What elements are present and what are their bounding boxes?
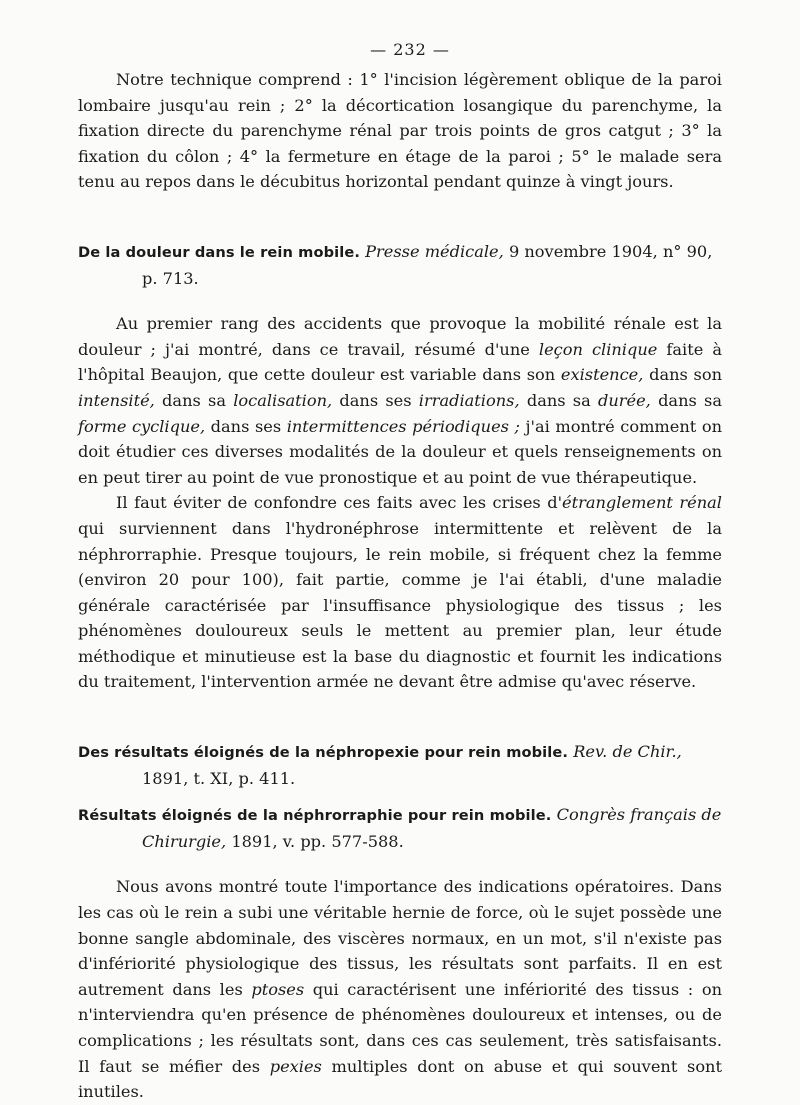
body-paragraph: Au premier rang des accidents que provoque la mobilité rénale est la douleur ; j'ai montré, dans ce travail, résumé d'une leçon clinique faite à l'hôpital Beaujon, que cette douleur est variable dans son existence, dans son intensité, dans sa localisation, dans ses irradiations, dans sa durée, dans sa forme cyclique, dans ses intermittences périodiques ; j'ai montré comment on doit étudier ces diverses modalités de la douleur et quels renseignements on en peut tirer au point de vue pronostique et au point de vue thérapeutique. — [78, 314, 723, 487]
reference-details: 1891, v. pp. 577-588. — [231, 831, 404, 851]
technique-paragraph: Notre technique comprend : 1° l'incision légèrement oblique de la paroi lombaire jusqu'au rein ; 2° la décortication losangique du parenchyme, la fixation directe du parenchyme rénal par trois points de gros catgut ; 3° la fixation du côlon ; 4° la fermeture en étage de la paroi ; 5° le malade sera tenu au repos dans le décubitus horizontal pendant quinze à vingt jours. — [78, 70, 722, 192]
reference-details: 1891, t. XI, p. 411. — [142, 768, 296, 788]
reference-title: Résultats éloignés de la néphrorraphie pour rein mobile. — [78, 807, 552, 825]
reference-title: Des résultats éloignés de la néphropexie pour rein mobile. — [78, 744, 569, 762]
reference-entry-nephropexie — [78, 739, 722, 791]
reference-details: 9 novembre 1904, n° 90, p. 713. — [142, 241, 713, 288]
reference-title: De la douleur dans le rein mobile. — [78, 243, 360, 261]
reference-source: Presse médicale, — [365, 241, 504, 261]
reference-entry-douleur — [78, 239, 722, 291]
body-paragraph: Nous avons montré toute l'importance des indications opératoires. Dans les cas où le rein a subi une véritable hernie de force, où le sujet possède une bonne sangle abdominale, des viscères normaux, en un mot, s'il n'existe pas d'infériorité physiologique des tissus, les résultats sont parfaits. Il en est autrement dans les ptoses qui caractérisent une infériorité des tissus : on n'interviendra qu'en présence de phénomènes douloureux et intenses, ou de complications ; les résultats sont, dans ces cas seulement, très satisfaisants. Il faut se méfier des pexies multiples dont on abuse et qui souvent sont inutiles. — [78, 877, 722, 1102]
page-number: — 232 — — [370, 40, 450, 59]
reference-source: Congrès français de Chirurgie, — [142, 805, 722, 851]
reference-source: Rev. de Chir., — [573, 742, 682, 762]
body-paragraph: Il faut éviter de confondre ces faits avec les crises d'étranglement rénal qui surviennent dans l'hydronéphrose intermittente et relèvent de la néphrorraphie. Presque toujours, le rein mobile, si fréquent chez la femme (environ 20 pour 100), fait partie, comme je l'ai établi, d'une maladie générale caractérisée par l'insuffisance physiologique des tissus ; les phénomènes douloureux seuls le mettent au premier plan, leur étude méthodique et minutieuse est la base du diagnostic et fournit les indications du traitement, l'intervention armée ne devant être admise qu'avec réserve. — [78, 493, 722, 692]
reference-entry-nephrorraphie — [78, 802, 722, 854]
document-page — [78, 40, 722, 1105]
